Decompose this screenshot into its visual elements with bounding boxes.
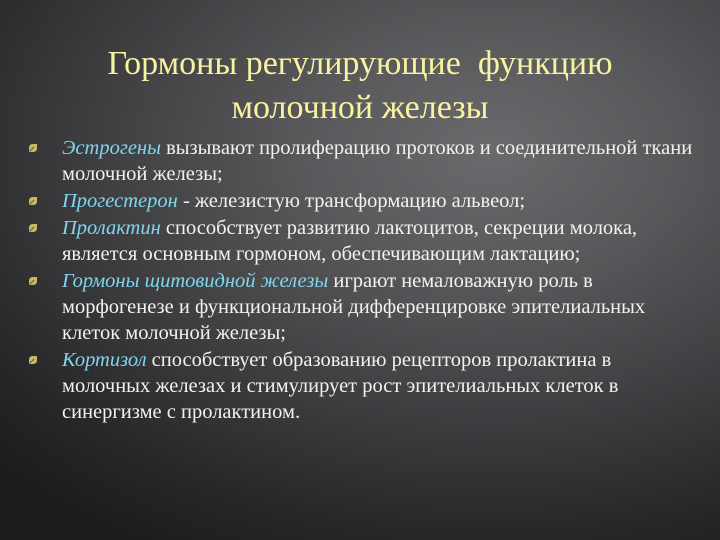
leaf-bullet-icon — [28, 196, 38, 206]
slide-title — [40, 42, 680, 130]
bullet-text: играют немаловажную роль в морфогенезе и функциональной дифференцировке эпителиальных клеток молочной железы; — [62, 270, 646, 344]
slide-title-line-2: молочной железы — [231, 89, 489, 126]
bullet-progesterone — [62, 188, 694, 214]
bullet-cortisol — [62, 347, 694, 425]
slide-title-line-1: Гормоны регулирующие функцию — [107, 45, 613, 82]
bullet-list — [62, 135, 694, 426]
bullet-text: способствует развитию лактоцитов, секреции молока, является основным гормоном, обеспечивающим лактацию; — [62, 217, 638, 265]
bullet-prolactin — [62, 215, 694, 267]
bullet-term: Гормоны щитовидной железы — [62, 270, 329, 292]
bullet-text: - железистую трансформацию альвеол; — [177, 190, 526, 212]
bullet-term: Кортизол — [62, 349, 147, 371]
bullet-thyroid-hormones — [62, 268, 694, 346]
leaf-bullet-icon — [28, 355, 38, 365]
bullet-term: Прогестерон — [62, 190, 178, 212]
bullet-estrogens — [62, 135, 694, 187]
leaf-bullet-icon — [28, 276, 38, 286]
bullet-text: способствует образованию рецепторов пролактина в молочных железах и стимулирует рост эпителиальных клеток в синергизме с пролактином. — [62, 349, 619, 423]
leaf-bullet-icon — [28, 223, 38, 233]
bullet-term: Эстрогены — [62, 137, 161, 159]
bullet-text: вызывают пролиферацию протоков и соединительной ткани молочной железы; — [62, 137, 693, 185]
leaf-bullet-icon — [28, 143, 38, 153]
bullet-term: Пролактин — [62, 217, 161, 239]
